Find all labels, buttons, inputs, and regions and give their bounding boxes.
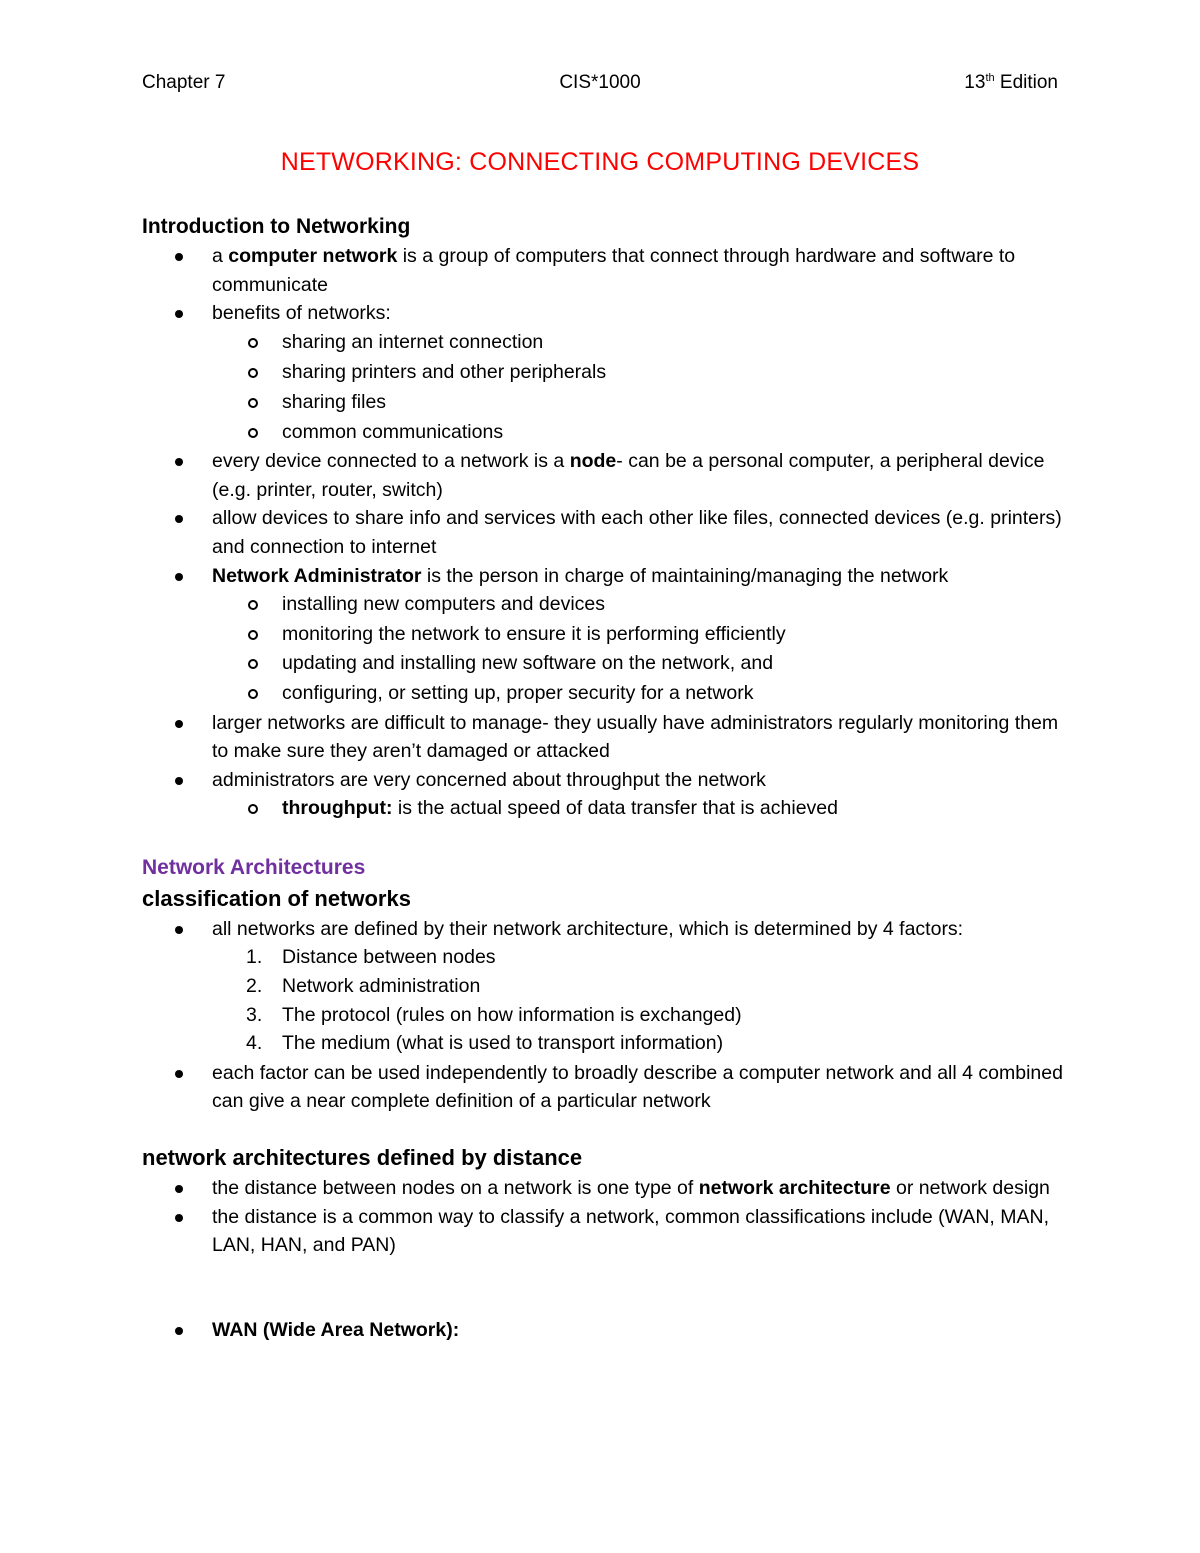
- bullet-icon: [175, 515, 183, 523]
- bullet-icon: [175, 310, 183, 318]
- circle-bullet-icon: [248, 368, 258, 378]
- list-number: 3.: [246, 1003, 263, 1026]
- circle-bullet-icon: [248, 630, 258, 640]
- text: sharing files: [282, 390, 387, 413]
- text: monitoring the network to ensure it is performing efficiently: [282, 622, 786, 645]
- bullet-icon: [175, 1070, 183, 1078]
- classification-list: [142, 915, 1072, 1116]
- list-item: [142, 328, 1072, 357]
- text: - can be a personal computer, a peripheral device (e.g. printer, router, switch): [212, 450, 1045, 501]
- text: Distance between nodes: [282, 946, 496, 969]
- list-item: [142, 1203, 1072, 1260]
- text: or network design: [890, 1177, 1050, 1200]
- spacer: [142, 1260, 1072, 1316]
- bullet-icon: [175, 926, 183, 934]
- circle-bullet-icon: [248, 689, 258, 699]
- list-item: [142, 504, 1072, 561]
- term-node: node: [569, 450, 617, 473]
- text: Network administration: [282, 975, 481, 998]
- list-number: 1.: [246, 946, 263, 969]
- text: each factor can be used independently to broadly describe a computer network and all 4 combined can give a near complete definition of a particular network: [212, 1061, 1063, 1113]
- text: updating and installing new software on the network, and: [282, 652, 774, 675]
- text: is the actual speed of data transfer that is achieved: [392, 797, 838, 820]
- list-item: [142, 590, 1072, 619]
- bullet-icon: [175, 253, 183, 261]
- text: is the person in charge of maintaining/managing the network: [421, 564, 949, 587]
- text: all networks are defined by their network architecture, which is determined by 4 factors:: [212, 917, 964, 940]
- text: is a group of computers that connect through hardware and software to communicate: [212, 245, 1016, 296]
- text: the distance is a common way to classify a network, common classifications include (WAN, MAN, LAN, HAN, and PAN): [212, 1205, 1049, 1257]
- list-item: [142, 620, 1072, 649]
- term-wan: WAN (Wide Area Network):: [212, 1318, 460, 1341]
- text: a: [212, 245, 229, 267]
- text: administrators are very concerned about throughput the network: [212, 768, 766, 791]
- list-item: [142, 447, 1072, 504]
- header-chapter: Chapter 7: [142, 72, 226, 93]
- edition-suffix: th: [985, 72, 995, 84]
- admin-duties-list: [142, 590, 1072, 707]
- page-title: NETWORKING: CONNECTING COMPUTING DEVICES: [280, 148, 920, 176]
- edition-label: Edition: [994, 72, 1058, 93]
- list-item: [142, 1001, 1072, 1030]
- bullet-icon: [175, 1214, 183, 1222]
- text: The protocol (rules on how information is exchanged): [282, 1003, 742, 1026]
- text: allow devices to share info and services with each other like files, connected devices (e.g. printers) and connection to internet: [212, 507, 1062, 558]
- text: installing new computers and devices: [282, 593, 606, 616]
- list-item: [142, 358, 1072, 387]
- benefits-list: [142, 328, 1072, 446]
- term-computer-network: computer network: [228, 245, 398, 267]
- circle-bullet-icon: [248, 338, 258, 348]
- list-item: [142, 972, 1072, 1001]
- list-item: [142, 388, 1072, 417]
- circle-bullet-icon: [248, 659, 258, 669]
- heading-distance: network architectures defined by distance: [142, 1145, 583, 1171]
- heading-introduction: Introduction to Networking: [142, 215, 411, 238]
- edition-number: 13: [964, 72, 986, 93]
- text: the distance between nodes on a network is one type of: [212, 1177, 699, 1200]
- bullet-icon: [175, 1327, 183, 1335]
- list-item: [142, 915, 1072, 1058]
- distance-list: [142, 1174, 1072, 1260]
- bullet-icon: [175, 573, 183, 581]
- text: every device connected to a network is a: [212, 450, 570, 473]
- list-item: [142, 242, 1072, 299]
- text: sharing an internet connection: [282, 330, 544, 353]
- heading-network-architectures: Network Architectures: [142, 855, 366, 879]
- list-item: [142, 1174, 1072, 1203]
- factors-list: [142, 943, 1072, 1057]
- list-item: [142, 1059, 1072, 1116]
- list-item: [142, 766, 1072, 823]
- header-course: CIS*1000: [559, 72, 641, 93]
- circle-bullet-icon: [248, 600, 258, 610]
- list-item: [142, 418, 1072, 447]
- term-throughput: throughput:: [282, 797, 393, 820]
- text: larger networks are difficult to manage- they usually have administrators regularly monitoring them to make sure they aren’t damaged or attacked: [212, 711, 1059, 763]
- header-edition: [964, 72, 1058, 94]
- page-header: [142, 72, 1058, 98]
- term-network-administrator: Network Administrator: [212, 564, 422, 587]
- text: common communications: [282, 420, 504, 443]
- list-item: [142, 562, 1072, 708]
- throughput-list: [142, 794, 1072, 823]
- text: sharing printers and other peripherals: [282, 361, 607, 384]
- text: configuring, or setting up, proper security for a network: [282, 681, 754, 704]
- text: benefits of networks:: [212, 302, 391, 325]
- bullet-icon: [175, 720, 183, 728]
- circle-bullet-icon: [248, 428, 258, 438]
- list-item: [142, 299, 1072, 446]
- list-item: [142, 943, 1072, 972]
- circle-bullet-icon: [248, 804, 258, 814]
- list-item: [142, 709, 1072, 766]
- list-number: 2.: [246, 975, 263, 998]
- list-item: [142, 649, 1072, 678]
- text: The medium (what is used to transport information): [282, 1032, 724, 1055]
- subheading-classification: classification of networks: [142, 885, 411, 911]
- list-item: [142, 794, 1072, 823]
- list-item: [142, 1316, 1072, 1345]
- intro-list: [142, 242, 1072, 823]
- circle-bullet-icon: [248, 398, 258, 408]
- bullet-icon: [175, 458, 183, 466]
- list-item: [142, 679, 1072, 708]
- document-body: [142, 212, 1072, 1344]
- wan-list: [142, 1316, 1072, 1345]
- term-network-architecture: network architecture: [698, 1177, 891, 1200]
- list-number: 4.: [246, 1032, 263, 1055]
- bullet-icon: [175, 1185, 183, 1193]
- bullet-icon: [175, 777, 183, 785]
- list-item: [142, 1029, 1072, 1058]
